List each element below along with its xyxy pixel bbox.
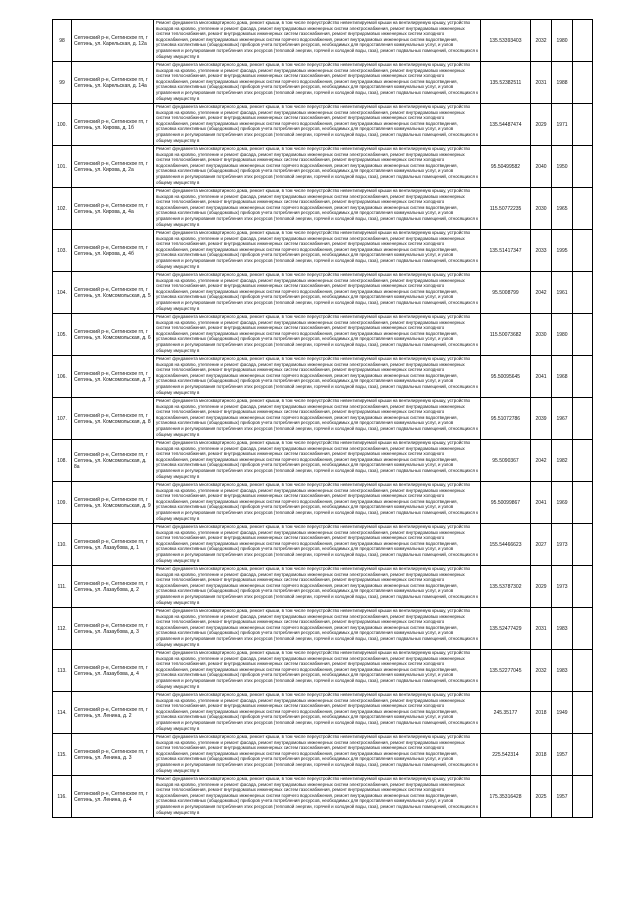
row-address: Сеггинский р-н, Сеггинское гп, г Сеггинь, ул. Кирова, д. 1б — [72, 104, 154, 146]
table-row — [53, 734, 593, 776]
row-empty-cell — [573, 566, 593, 608]
row-build-year: 1961 — [552, 272, 573, 314]
row-area: 135.54487474 — [481, 104, 531, 146]
row-build-year: 1983 — [552, 608, 573, 650]
row-number: 108. — [53, 440, 72, 482]
row-plan-year: 2018 — [531, 692, 552, 734]
row-address: Сеггинский р-н, Сеггинское гп, г Сеггинь, ул. Лазаубова, д. 2 — [72, 566, 154, 608]
row-address: Сеггинский р-н, Сеггинское гп, г Сеггинь, ул. Карельская, д. 14а — [72, 62, 154, 104]
row-work-text: Ремонт фундамента многоквартирного дома, ремонт крыши, в том числе переустройство невентилируемой крыши на вентилируемую крышу, устройство выходов на кровлю, утепление и ремонт фасада, ремонт внутридомовых инженерных систем электроснабжения, ремонт внутридомовых инженерных систем теплоснабжения, ремонт внутридомовых инженерных систем газоснабжения, ремонт внутридомовых инженерных систем холодного водоснабжения, ремонт внутридомовых инженерных систем горячего водоснабжения, ремонт внутридомовых инженерных систем водоотведения, установка коллективных (общедомовых) приборов учета потребления ресурсов, необходимых для предоставления коммунальных услуг, и узлов управления и регулирования потребления этих ресурсов (тепловой энергии, горячей и холодной воды, газа), ремонт подвальных помещений, относящихся к общему имуществу в — [156, 104, 478, 143]
table-row — [53, 20, 593, 62]
row-address: Сеггинский р-н, Сеггинское гп, г Сеггинь, ул. Лазаубова, д. 1 — [72, 524, 154, 566]
row-area: 135.52477429 — [481, 608, 531, 650]
row-plan-year: 2041 — [531, 482, 552, 524]
row-address: Сеггинский р-н, Сеггинское гп, г Сеггинь, ул. Лазаубова, д. 3 — [72, 608, 154, 650]
table-row — [53, 440, 593, 482]
row-work-text: Ремонт фундамента многоквартирного дома, ремонт крыши, в том числе переустройство невентилируемой крыши на вентилируемую крышу, устройство выходов на кровлю, утепление и ремонт фасада, ремонт внутридомовых инженерных систем электроснабжения, ремонт внутридомовых инженерных систем теплоснабжения, ремонт внутридомовых инженерных систем газоснабжения, ремонт внутридомовых инженерных систем холодного водоснабжения, ремонт внутридомовых инженерных систем горячего водоснабжения, ремонт внутридомовых инженерных систем водоотведения, установка коллективных (общедомовых) приборов учета потребления ресурсов, необходимых для предоставления коммунальных услуг, и узлов управления и регулирования потребления этих ресурсов (тепловой энергии, горячей и холодной воды, газа), ремонт подвальных помещений, относящихся к общему имуществу в — [156, 692, 478, 731]
row-plan-year: 2033 — [531, 230, 552, 272]
row-work-list — [154, 608, 481, 650]
row-number: 111. — [53, 566, 72, 608]
row-area: 115.50772235 — [481, 188, 531, 230]
table-row — [53, 776, 593, 818]
row-area: 175.35316428 — [481, 776, 531, 818]
row-plan-year: 2032 — [531, 20, 552, 62]
table-row — [53, 62, 593, 104]
row-work-list — [154, 440, 481, 482]
row-work-text: Ремонт фундамента многоквартирного дома, ремонт крыши, в том числе переустройство невентилируемой крыши на вентилируемую крышу, устройство выходов на кровлю, утепление и ремонт фасада, ремонт внутридомовых инженерных систем электроснабжения, ремонт внутридомовых инженерных систем теплоснабжения, ремонт внутридомовых инженерных систем газоснабжения, ремонт внутридомовых инженерных систем холодного водоснабжения, ремонт внутридомовых инженерных систем горячего водоснабжения, ремонт внутридомовых инженерных систем водоотведения, установка коллективных (общедомовых) приборов учета потребления ресурсов, необходимых для предоставления коммунальных услуг, и узлов управления и регулирования потребления этих ресурсов (тепловой энергии, горячей и холодной воды, газа), ремонт подвальных помещений, относящихся к общему имуществу в — [156, 440, 478, 479]
row-address: Сеггинский р-н, Сеггинское гп, г Сеггинь, ул. Карельская, д. 12а — [72, 20, 154, 62]
row-work-list — [154, 692, 481, 734]
row-number: 110. — [53, 524, 72, 566]
row-build-year: 1995 — [552, 230, 573, 272]
row-empty-cell — [573, 104, 593, 146]
row-build-year: 1983 — [552, 650, 573, 692]
row-number: 100. — [53, 104, 72, 146]
table-row — [53, 524, 593, 566]
row-work-text: Ремонт фундамента многоквартирного дома, ремонт крыши, в том числе переустройство невентилируемой крыши на вентилируемую крышу, устройство выходов на кровлю, утепление и ремонт фасада, ремонт внутридомовых инженерных систем электроснабжения, ремонт внутридомовых инженерных систем теплоснабжения, ремонт внутридомовых инженерных систем газоснабжения, ремонт внутридомовых инженерных систем холодного водоснабжения, ремонт внутридомовых инженерных систем горячего водоснабжения, ремонт внутридомовых инженерных систем водоотведения, установка коллективных (общедомовых) приборов учета потребления ресурсов, необходимых для предоставления коммунальных услуг, и узлов управления и регулирования потребления этих ресурсов (тепловой энергии, горячей и холодной воды, газа), ремонт подвальных помещений, относящихся к общему имуществу в — [156, 482, 478, 521]
row-work-text: Ремонт фундамента многоквартирного дома, ремонт крыши, в том числе переустройство невентилируемой крыши на вентилируемую крышу, устройство выходов на кровлю, утепление и ремонт фасада, ремонт внутридомовых инженерных систем электроснабжения, ремонт внутридомовых инженерных систем теплоснабжения, ремонт внутридомовых инженерных систем газоснабжения, ремонт внутридомовых инженерных систем холодного водоснабжения, ремонт внутридомовых инженерных систем горячего водоснабжения, ремонт внутридомовых инженерных систем водоотведения, установка коллективных (общедомовых) приборов учета потребления ресурсов, необходимых для предоставления коммунальных услуг, и узлов управления и регулирования потребления этих ресурсов (тепловой энергии, горячей и холодной воды, газа), ремонт подвальных помещений, относящихся к общему имуществу в — [156, 188, 478, 227]
row-number: 106. — [53, 356, 72, 398]
row-empty-cell — [573, 188, 593, 230]
row-area: 115.50073682 — [481, 314, 531, 356]
row-number: 107. — [53, 398, 72, 440]
row-area: 135.53787302 — [481, 566, 531, 608]
row-empty-cell — [573, 62, 593, 104]
row-address: Сеггинский р-н, Сеггинское гп, г Сеггинь, ул. Ленина, д. 3 — [72, 734, 154, 776]
row-build-year: 1973 — [552, 524, 573, 566]
row-work-list — [154, 398, 481, 440]
row-work-text: Ремонт фундамента многоквартирного дома, ремонт крыши, в том числе переустройство невентилируемой крыши на вентилируемую крышу, устройство выходов на кровлю, утепление и ремонт фасада, ремонт внутридомовых инженерных систем электроснабжения, ремонт внутридомовых инженерных систем теплоснабжения, ремонт внутридомовых инженерных систем газоснабжения, ремонт внутридомовых инженерных систем холодного водоснабжения, ремонт внутридомовых инженерных систем горячего водоснабжения, ремонт внутридомовых инженерных систем водоотведения, установка коллективных (общедомовых) приборов учета потребления ресурсов, необходимых для предоставления коммунальных услуг, и узлов управления и регулирования потребления этих ресурсов (тепловой энергии, горячей и холодной воды, газа), ремонт подвальных помещений, относящихся к общему имуществу в — [156, 776, 478, 815]
table-row — [53, 566, 593, 608]
row-build-year: 1949 — [552, 692, 573, 734]
row-address: Сеггинский р-н, Сеггинское гп, г Сеггинь, ул. Комсомольская, д. 9 — [72, 482, 154, 524]
row-address: Сеггинский р-н, Сеггинское гп, г Сеггинь, ул. Кирова, д. 2а — [72, 146, 154, 188]
row-work-list — [154, 272, 481, 314]
row-number: 103. — [53, 230, 72, 272]
row-work-list — [154, 188, 481, 230]
row-area: 95.51072786 — [481, 398, 531, 440]
row-work-text: Ремонт фундамента многоквартирного дома, ремонт крыши, в том числе переустройство невентилируемой крыши на вентилируемую крышу, устройство выходов на кровлю, утепление и ремонт фасада, ремонт внутридомовых инженерных систем электроснабжения, ремонт внутридомовых инженерных систем теплоснабжения, ремонт внутридомовых инженерных систем газоснабжения, ремонт внутридомовых инженерных систем холодного водоснабжения, ремонт внутридомовых инженерных систем горячего водоснабжения, ремонт внутридомовых инженерных систем водоотведения, установка коллективных (общедомовых) приборов учета потребления ресурсов, необходимых для предоставления коммунальных услуг, и узлов управления и регулирования потребления этих ресурсов (тепловой энергии, горячей и холодной воды, газа), ремонт подвальных помещений, относящихся к общему имуществу в — [156, 608, 478, 647]
row-build-year: 1950 — [552, 146, 573, 188]
row-number: 109. — [53, 482, 72, 524]
row-number: 99 — [53, 62, 72, 104]
row-number: 115. — [53, 734, 72, 776]
row-build-year: 1967 — [552, 398, 573, 440]
row-work-list — [154, 524, 481, 566]
row-work-text: Ремонт фундамента многоквартирного дома, ремонт крыши, в том числе переустройство невентилируемой крыши на вентилируемую крышу, устройство выходов на кровлю, утепление и ремонт фасада, ремонт внутридомовых инженерных систем электроснабжения, ремонт внутридомовых инженерных систем теплоснабжения, ремонт внутридомовых инженерных систем газоснабжения, ремонт внутридомовых инженерных систем холодного водоснабжения, ремонт внутридомовых инженерных систем горячего водоснабжения, ремонт внутридомовых инженерных систем водоотведения, установка коллективных (общедомовых) приборов учета потребления ресурсов, необходимых для предоставления коммунальных услуг, и узлов управления и регулирования потребления этих ресурсов (тепловой энергии, горячей и холодной воды, газа), ремонт подвальных помещений, относящихся к общему имуществу в — [156, 398, 478, 437]
row-number: 101. — [53, 146, 72, 188]
row-empty-cell — [573, 272, 593, 314]
row-empty-cell — [573, 692, 593, 734]
row-area: 225.542314 — [481, 734, 531, 776]
row-work-text: Ремонт фундамента многоквартирного дома, ремонт крыши, в том числе переустройство невентилируемой крыши на вентилируемую крышу, устройство выходов на кровлю, утепление и ремонт фасада, ремонт внутридомовых инженерных систем электроснабжения, ремонт внутридомовых инженерных систем теплоснабжения, ремонт внутридомовых инженерных систем газоснабжения, ремонт внутридомовых инженерных систем холодного водоснабжения, ремонт внутридомовых инженерных систем горячего водоснабжения, ремонт внутридомовых инженерных систем водоотведения, установка коллективных (общедомовых) приборов учета потребления ресурсов, необходимых для предоставления коммунальных услуг, и узлов управления и регулирования потребления этих ресурсов (тепловой энергии, горячей и холодной воды, газа), ремонт подвальных помещений, относящихся к общему имуществу в — [156, 356, 478, 395]
row-work-list — [154, 230, 481, 272]
row-work-list — [154, 146, 481, 188]
row-work-list — [154, 734, 481, 776]
row-plan-year: 2029 — [531, 104, 552, 146]
row-empty-cell — [573, 20, 593, 62]
table-row — [53, 314, 593, 356]
row-plan-year: 2040 — [531, 146, 552, 188]
row-address: Сеггинский р-н, Сеггинское гп, г Сеггинь, ул. Ленина, д. 2 — [72, 692, 154, 734]
row-work-text: Ремонт фундамента многоквартирного дома, ремонт крыши, в том числе переустройство невентилируемой крыши на вентилируемую крышу, устройство выходов на кровлю, утепление и ремонт фасада, ремонт внутридомовых инженерных систем электроснабжения, ремонт внутридомовых инженерных систем теплоснабжения, ремонт внутридомовых инженерных систем газоснабжения, ремонт внутридомовых инженерных систем холодного водоснабжения, ремонт внутридомовых инженерных систем горячего водоснабжения, ремонт внутридомовых инженерных систем водоотведения, установка коллективных (общедомовых) приборов учета потребления ресурсов, необходимых для предоставления коммунальных услуг, и узлов управления и регулирования потребления этих ресурсов (тепловой энергии, горячей и холодной воды, газа), ремонт подвальных помещений, относящихся к общему имуществу в — [156, 272, 478, 311]
row-area: 95.5008799 — [481, 272, 531, 314]
row-area: 135.53393403 — [481, 20, 531, 62]
row-address: Сеггинский р-н, Сеггинское гп, г Сеггинь, ул. Кирова, д. 4б — [72, 230, 154, 272]
table-row — [53, 398, 593, 440]
table-row — [53, 272, 593, 314]
row-empty-cell — [573, 230, 593, 272]
row-area: 135.52277045 — [481, 650, 531, 692]
row-work-text: Ремонт фундамента многоквартирного дома, ремонт крыши, в том числе переустройство невентилируемой крыши на вентилируемую крышу, устройство выходов на кровлю, утепление и ремонт фасада, ремонт внутридомовых инженерных систем электроснабжения, ремонт внутридомовых инженерных систем теплоснабжения, ремонт внутридомовых инженерных систем газоснабжения, ремонт внутридомовых инженерных систем холодного водоснабжения, ремонт внутридомовых инженерных систем горячего водоснабжения, ремонт внутридомовых инженерных систем водоотведения, установка коллективных (общедомовых) приборов учета потребления ресурсов, необходимых для предоставления коммунальных услуг, и узлов управления и регулирования потребления этих ресурсов (тепловой энергии, горячей и холодной воды, газа), ремонт подвальных помещений, относящихся к общему имуществу в — [156, 146, 478, 185]
row-number: 102. — [53, 188, 72, 230]
row-number: 116. — [53, 776, 72, 818]
row-work-text: Ремонт фундамента многоквартирного дома, ремонт крыши, в том числе переустройство невентилируемой крыши на вентилируемую крышу, устройство выходов на кровлю, утепление и ремонт фасада, ремонт внутридомовых инженерных систем электроснабжения, ремонт внутридомовых инженерных систем теплоснабжения, ремонт внутридомовых инженерных систем газоснабжения, ремонт внутридомовых инженерных систем холодного водоснабжения, ремонт внутридомовых инженерных систем горячего водоснабжения, ремонт внутридомовых инженерных систем водоотведения, установка коллективных (общедомовых) приборов учета потребления ресурсов, необходимых для предоставления коммунальных услуг, и узлов управления и регулирования потребления этих ресурсов (тепловой энергии, горячей и холодной воды, газа), ремонт подвальных помещений, относящихся к общему имуществу в — [156, 650, 478, 689]
row-empty-cell — [573, 482, 593, 524]
row-empty-cell — [573, 524, 593, 566]
row-work-list — [154, 776, 481, 818]
row-number: 114. — [53, 692, 72, 734]
row-plan-year: 2027 — [531, 524, 552, 566]
row-area: 95.50095645 — [481, 356, 531, 398]
row-empty-cell — [573, 440, 593, 482]
register-table-body — [53, 20, 593, 818]
row-work-text: Ремонт фундамента многоквартирного дома, ремонт крыши, в том числе переустройство невентилируемой крыши на вентилируемую крышу, устройство выходов на кровлю, утепление и ремонт фасада, ремонт внутридомовых инженерных систем электроснабжения, ремонт внутридомовых инженерных систем теплоснабжения, ремонт внутридомовых инженерных систем газоснабжения, ремонт внутридомовых инженерных систем холодного водоснабжения, ремонт внутридомовых инженерных систем горячего водоснабжения, ремонт внутридомовых инженерных систем водоотведения, установка коллективных (общедомовых) приборов учета потребления ресурсов, необходимых для предоставления коммунальных услуг, и узлов управления и регулирования потребления этих ресурсов (тепловой энергии, горячей и холодной воды, газа), ремонт подвальных помещений, относящихся к общему имуществу в — [156, 230, 478, 269]
row-work-list — [154, 20, 481, 62]
row-build-year: 1957 — [552, 734, 573, 776]
row-build-year: 1971 — [552, 104, 573, 146]
row-plan-year: 2041 — [531, 356, 552, 398]
row-plan-year: 2042 — [531, 440, 552, 482]
row-number: 105. — [53, 314, 72, 356]
row-plan-year: 2032 — [531, 650, 552, 692]
row-plan-year: 2030 — [531, 314, 552, 356]
row-plan-year: 2039 — [531, 398, 552, 440]
row-empty-cell — [573, 650, 593, 692]
row-address: Сеггинский р-н, Сеггинское гп, г Сеггинь, ул. Комсомольская, д. 6 — [72, 314, 154, 356]
row-area: 95.5090367 — [481, 440, 531, 482]
row-number: 98 — [53, 20, 72, 62]
row-plan-year: 2025 — [531, 776, 552, 818]
row-address: Сеггинский р-н, Сеггинское гп, г Сеггинь, ул. Комсомольская, д. 5 — [72, 272, 154, 314]
table-row — [53, 146, 593, 188]
row-empty-cell — [573, 398, 593, 440]
row-plan-year: 2031 — [531, 608, 552, 650]
row-work-list — [154, 650, 481, 692]
row-work-text: Ремонт фундамента многоквартирного дома, ремонт крыши, в том числе переустройство невентилируемой крыши на вентилируемую крышу, устройство выходов на кровлю, утепление и ремонт фасада, ремонт внутридомовых инженерных систем электроснабжения, ремонт внутридомовых инженерных систем теплоснабжения, ремонт внутридомовых инженерных систем газоснабжения, ремонт внутридомовых инженерных систем холодного водоснабжения, ремонт внутридомовых инженерных систем горячего водоснабжения, ремонт внутридомовых инженерных систем водоотведения, установка коллективных (общедомовых) приборов учета потребления ресурсов, необходимых для предоставления коммунальных услуг, и узлов управления и регулирования потребления этих ресурсов (тепловой энергии, горячей и холодной воды, газа), ремонт подвальных помещений, относящихся к общему имуществу в — [156, 314, 478, 353]
row-work-text: Ремонт фундамента многоквартирного дома, ремонт крыши, в том числе переустройство невентилируемой крыши на вентилируемую крышу, устройство выходов на кровлю, утепление и ремонт фасада, ремонт внутридомовых инженерных систем электроснабжения, ремонт внутридомовых инженерных систем теплоснабжения, ремонт внутридомовых инженерных систем газоснабжения, ремонт внутридомовых инженерных систем холодного водоснабжения, ремонт внутридомовых инженерных систем горячего водоснабжения, ремонт внутридомовых инженерных систем водоотведения, установка коллективных (общедомовых) приборов учета потребления ресурсов, необходимых для предоставления коммунальных услуг, и узлов управления и регулирования потребления этих ресурсов (тепловой энергии, горячей и холодной воды, газа), ремонт подвальных помещений, относящихся к общему имуществу в — [156, 20, 478, 59]
row-build-year: 1965 — [552, 188, 573, 230]
table-row — [53, 230, 593, 272]
row-address: Сеггинский р-н, Сеггинское гп, г Сеггинь, ул. Комсомольская, д. 8 — [72, 398, 154, 440]
row-address: Сеггинский р-н, Сеггинское гп, г Сеггинь, ул. Ленина, д. 4 — [72, 776, 154, 818]
row-build-year: 1957 — [552, 776, 573, 818]
row-work-list — [154, 356, 481, 398]
table-row — [53, 356, 593, 398]
row-work-list — [154, 62, 481, 104]
table-row — [53, 188, 593, 230]
row-number: 112. — [53, 608, 72, 650]
table-row — [53, 608, 593, 650]
row-work-text: Ремонт фундамента многоквартирного дома, ремонт крыши, в том числе переустройство невентилируемой крыши на вентилируемую крышу, устройство выходов на кровлю, утепление и ремонт фасада, ремонт внутридомовых инженерных систем электроснабжения, ремонт внутридомовых инженерных систем теплоснабжения, ремонт внутридомовых инженерных систем газоснабжения, ремонт внутридомовых инженерных систем холодного водоснабжения, ремонт внутридомовых инженерных систем горячего водоснабжения, ремонт внутридомовых инженерных систем водоотведения, установка коллективных (общедомовых) приборов учета потребления ресурсов, необходимых для предоставления коммунальных услуг, и узлов управления и регулирования потребления этих ресурсов (тепловой энергии, горячей и холодной воды, газа), ремонт подвальных помещений, относящихся к общему имуществу в — [156, 566, 478, 605]
row-work-list — [154, 314, 481, 356]
row-work-text: Ремонт фундамента многоквартирного дома, ремонт крыши, в том числе переустройство невентилируемой крыши на вентилируемую крышу, устройство выходов на кровлю, утепление и ремонт фасада, ремонт внутридомовых инженерных систем электроснабжения, ремонт внутридомовых инженерных систем теплоснабжения, ремонт внутридомовых инженерных систем газоснабжения, ремонт внутридомовых инженерных систем холодного водоснабжения, ремонт внутридомовых инженерных систем горячего водоснабжения, ремонт внутридомовых инженерных систем водоотведения, установка коллективных (общедомовых) приборов учета потребления ресурсов, необходимых для предоставления коммунальных услуг, и узлов управления и регулирования потребления этих ресурсов (тепловой энергии, горячей и холодной воды, газа), ремонт подвальных помещений, относящихся к общему имуществу в — [156, 524, 478, 563]
row-work-list — [154, 566, 481, 608]
row-address: Сеггинский р-н, Сеггинское гп, г Сеггинь, ул. Комсомольская, д. 8а — [72, 440, 154, 482]
row-number: 113. — [53, 650, 72, 692]
row-empty-cell — [573, 314, 593, 356]
row-empty-cell — [573, 776, 593, 818]
row-address: Сеггинский р-н, Сеггинское гп, г Сеггинь, ул. Лазаубова, д. 4 — [72, 650, 154, 692]
row-build-year: 1980 — [552, 20, 573, 62]
row-area: 95.50499582 — [481, 146, 531, 188]
table-row — [53, 692, 593, 734]
row-address: Сеггинский р-н, Сеггинское гп, г Сеггинь, ул. Комсомольская, д. 7 — [72, 356, 154, 398]
row-build-year: 1969 — [552, 482, 573, 524]
row-empty-cell — [573, 734, 593, 776]
row-address: Сеггинский р-н, Сеггинское гп, г Сеггинь, ул. Кирова, д. 4а — [72, 188, 154, 230]
row-plan-year: 2018 — [531, 734, 552, 776]
register-table — [52, 19, 593, 818]
row-area: 135.52382511 — [481, 62, 531, 104]
row-area: 135.51417347 — [481, 230, 531, 272]
row-plan-year: 2029 — [531, 566, 552, 608]
row-plan-year: 2042 — [531, 272, 552, 314]
row-empty-cell — [573, 356, 593, 398]
row-empty-cell — [573, 146, 593, 188]
row-build-year: 1980 — [552, 314, 573, 356]
row-build-year: 1973 — [552, 566, 573, 608]
row-work-text: Ремонт фундамента многоквартирного дома, ремонт крыши, в том числе переустройство невентилируемой крыши на вентилируемую крышу, устройство выходов на кровлю, утепление и ремонт фасада, ремонт внутридомовых инженерных систем электроснабжения, ремонт внутридомовых инженерных систем теплоснабжения, ремонт внутридомовых инженерных систем газоснабжения, ремонт внутридомовых инженерных систем холодного водоснабжения, ремонт внутридомовых инженерных систем горячего водоснабжения, ремонт внутридомовых инженерных систем водоотведения, установка коллективных (общедомовых) приборов учета потребления ресурсов, необходимых для предоставления коммунальных услуг, и узлов управления и регулирования потребления этих ресурсов (тепловой энергии, горячей и холодной воды, газа), ремонт подвальных помещений, относящихся к общему имуществу в — [156, 62, 478, 101]
row-plan-year: 2031 — [531, 62, 552, 104]
table-row — [53, 104, 593, 146]
row-area: 155.54466623 — [481, 524, 531, 566]
register-table-container — [52, 19, 592, 818]
row-build-year: 1982 — [552, 440, 573, 482]
row-work-list — [154, 482, 481, 524]
row-number: 104. — [53, 272, 72, 314]
row-plan-year: 2030 — [531, 188, 552, 230]
row-build-year: 1988 — [552, 62, 573, 104]
row-area: 245.35177 — [481, 692, 531, 734]
row-work-text: Ремонт фундамента многоквартирного дома, ремонт крыши, в том числе переустройство невентилируемой крыши на вентилируемую крышу, устройство выходов на кровлю, утепление и ремонт фасада, ремонт внутридомовых инженерных систем электроснабжения, ремонт внутридомовых инженерных систем теплоснабжения, ремонт внутридомовых инженерных систем газоснабжения, ремонт внутридомовых инженерных систем холодного водоснабжения, ремонт внутридомовых инженерных систем горячего водоснабжения, ремонт внутридомовых инженерных систем водоотведения, установка коллективных (общедомовых) приборов учета потребления ресурсов, необходимых для предоставления коммунальных услуг, и узлов управления и регулирования потребления этих ресурсов (тепловой энергии, горячей и холодной воды, газа), ремонт подвальных помещений, относящихся к общему имуществу в — [156, 734, 478, 773]
table-row — [53, 482, 593, 524]
row-empty-cell — [573, 608, 593, 650]
row-work-list — [154, 104, 481, 146]
row-build-year: 1968 — [552, 356, 573, 398]
row-area: 95.50099867 — [481, 482, 531, 524]
table-row — [53, 650, 593, 692]
